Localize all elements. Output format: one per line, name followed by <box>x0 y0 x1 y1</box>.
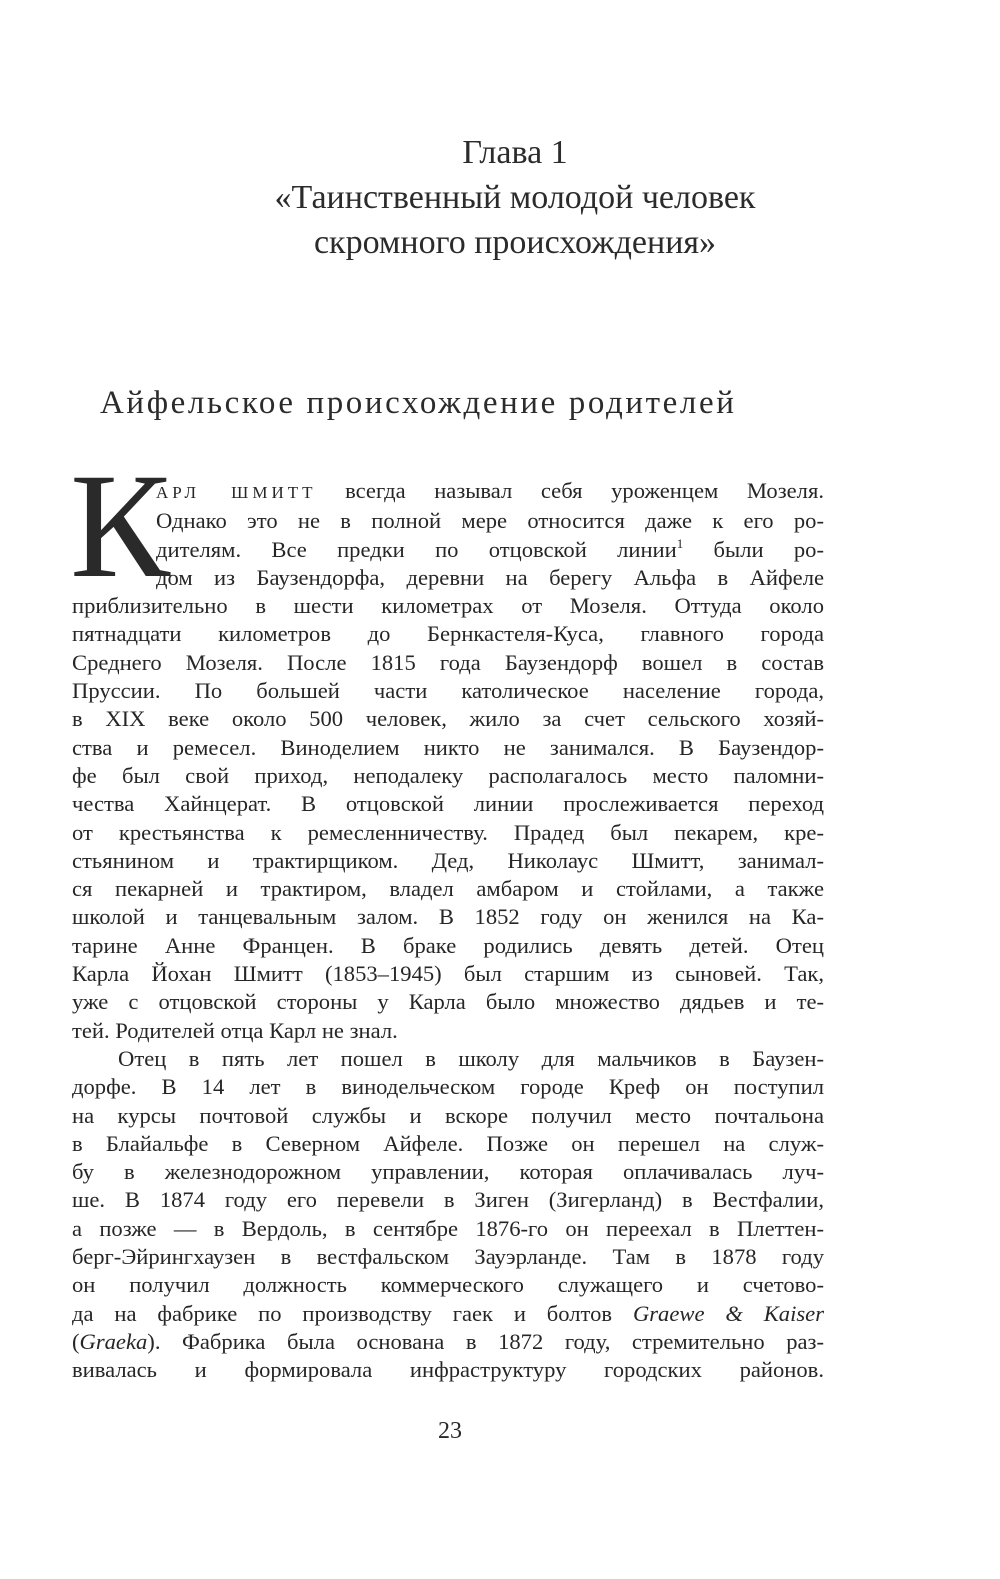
text-line: Пруссии. По большей части католическое население города, <box>72 678 824 704</box>
drop-cap: К <box>70 443 171 609</box>
text-line: (Graeka). Фабрика была основана в 1872 году, стремительно раз- <box>72 1328 824 1354</box>
text-line: дорфе. В 14 лет в винодельческом городе Креф он поступил <box>72 1074 824 1100</box>
company-name: Graewe & Kaiser <box>632 1300 824 1326</box>
text-line: берг-Эйрингхаузен в вестфальском Зауэрланде. Там в 1878 году <box>72 1244 824 1270</box>
text-line: а позже — в Вердоль, в сентябре 1876-го он переехал в Плеттен- <box>72 1215 824 1241</box>
text-line: вивалась и формировала инфраструктуру городских районов. <box>72 1357 824 1383</box>
text-line: пятнадцати километров до Бернкастеля-Куса, главного города <box>72 621 824 647</box>
text-line: уже с отцовской стороны у Карла было множество дядьев и те- <box>72 989 824 1015</box>
text-line: да на фабрике по производству гаек и болтов Graewe & Kaiser <box>72 1300 824 1326</box>
section-title: Айфельское происхождение родителей <box>100 385 737 421</box>
text-line: Среднего Мозеля. После 1815 года Баузендорф вошел в состав <box>72 649 824 675</box>
brand-name: Graeka <box>79 1328 148 1354</box>
chapter-title-line-2: скромного происхождения» <box>313 224 717 261</box>
text-line: тарине Анне Францен. В браке родились девять детей. Отец <box>72 932 824 958</box>
text-line: ся пекарней и трактиром, владел амбаром и стойлами, а также <box>72 876 824 902</box>
text-line: на курсы почтовой службы и вскоре получил место почтальона <box>72 1102 824 1128</box>
text-line: тей. Родителей отца Карл не знал. <box>72 1017 398 1043</box>
text-line: дителям. Все предки по отцовской линии$^1$ были ро- <box>156 535 824 562</box>
text-line: бу в железнодорожном управлении, которая оплачивалась луч- <box>72 1159 824 1185</box>
text-line: ше. В 1874 году его перевели в Зиген (Зигерланд) в Вестфалии, <box>72 1187 824 1213</box>
text-line: стьянином и трактирщиком. Дед, Николаус Шмитт, занимал- <box>72 847 824 873</box>
text-line: Карла Йохан Шмитт (1853–1945) был старшим из сыновей. Так, <box>72 961 824 987</box>
text-line: Отец в пять лет пошел в школу для мальчиков в Баузен- <box>118 1045 824 1071</box>
chapter-number: Глава 1 <box>462 134 568 171</box>
text-line: школой и танцевальным залом. В 1852 году он женился на Ка- <box>72 904 824 930</box>
text-line: в Блайальфе в Северном Айфеле. Позже он перешел на служ- <box>72 1130 824 1156</box>
chapter-heading <box>100 130 930 265</box>
opening-words: АРЛ ШМИТТ <box>156 483 317 502</box>
text-line: от крестьянства к ремесленничеству. Прадед был пекарем, кре- <box>72 819 824 845</box>
body-text <box>72 477 824 1385</box>
text-line: в XIX веке около 500 человек, жило за счет сельского хозяй- <box>72 706 824 732</box>
text-line: дом из Баузендорфа, деревни на берегу Альфа в Айфеле <box>156 564 824 590</box>
text-line: фе был свой приход, неподалеку располагалось место паломни- <box>72 762 824 788</box>
page-number: 23 <box>438 1418 462 1444</box>
footnote-marker: 1 <box>676 535 684 551</box>
text-line: он получил должность коммерческого служащего и счетово- <box>72 1272 824 1298</box>
text-line: приблизительно в шести километрах от Мозеля. Оттуда около <box>72 593 824 619</box>
text-line: ства и ремесел. Виноделием никто не занимался. В Баузендор- <box>72 734 824 760</box>
text-line: АРЛ ШМИТТ всегда называл себя уроженцем Мозеля. <box>156 478 824 503</box>
text-line: Однако это не в полной мере относится даже к его ро- <box>156 508 824 534</box>
text-line: чества Хайнцерат. В отцовской линии прослеживается переход <box>72 791 824 817</box>
chapter-title-line-1: «Таинственный молодой человек <box>274 179 756 216</box>
